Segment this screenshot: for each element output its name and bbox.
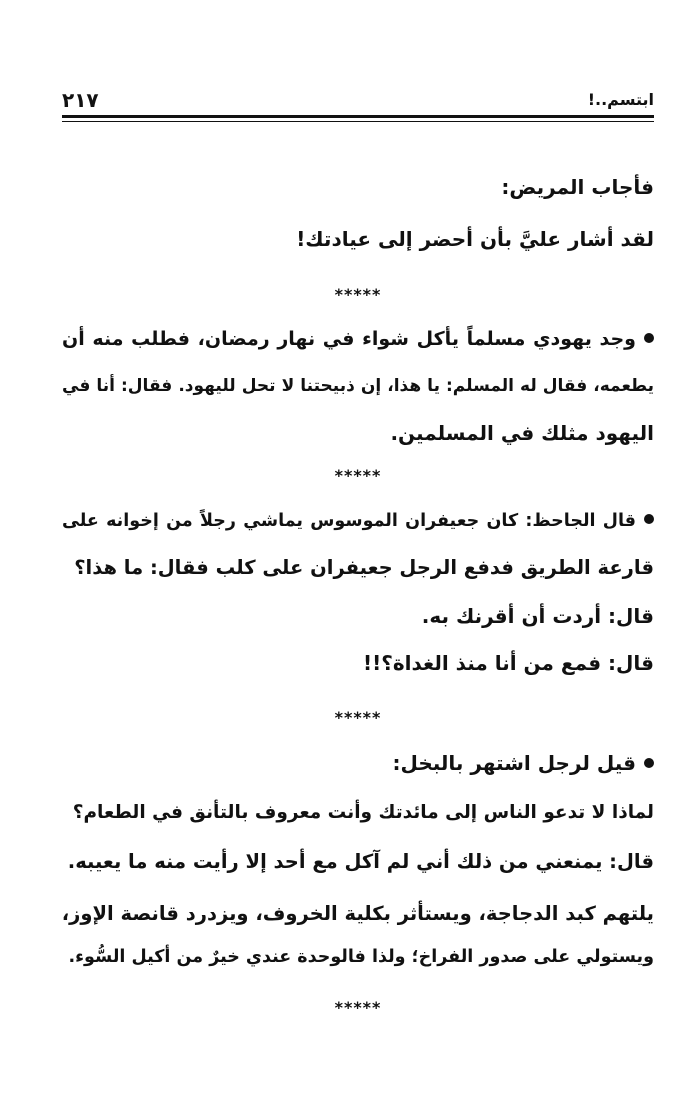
text-line: يلتهم كبد الدجاجة، ويستأثر بكلية الخروف، ويزدرد قانصة الإوز، — [61, 902, 654, 925]
running-title: ابتسم..! — [587, 90, 654, 109]
page-body — [62, 0, 654, 1097]
bullet-icon — [644, 758, 654, 768]
page-number: ٢١٧ — [62, 88, 99, 112]
section-separator: ***** — [334, 285, 382, 304]
text-line: لقد أشار عليَّ بأن أحضر إلى عيادتك! — [296, 227, 654, 251]
text-line: قال: يمنعني من ذلك أني لم آكل مع أحد إلا رأيت منه ما يعيبه. — [67, 850, 654, 873]
text-line: لماذا لا تدعو الناس إلى مائدتك وأنت معروف بالتأنق في الطعام؟ — [72, 802, 654, 823]
paragraph-first-line: قيل لرجل اشتهر بالبخل: — [62, 748, 654, 778]
section-separator: ***** — [334, 998, 382, 1017]
section-separator: ***** — [334, 708, 382, 727]
bullet-icon — [644, 333, 654, 343]
text-line: اليهود مثلك في المسلمين. — [390, 421, 654, 445]
text-line: ويستولي على صدور الفراخ؛ ولذا فالوحدة عندي خيرٌ من أكيل السُّوء. — [68, 947, 654, 967]
text-line: يطعمه، فقال له المسلم: يا هذا، إن ذبيحتنا لا تحل لليهود. فقال: أنا في — [62, 376, 654, 396]
text-line: قال: فمع من أنا منذ الغداة؟!! — [362, 651, 654, 675]
text-line: قال: أردت أن أقرنك به. — [421, 604, 654, 628]
paragraph-first-line: وجد يهودي مسلماً يأكل شواء في نهار رمضان، فطلب منه أن — [62, 324, 654, 354]
text-line: قارعة الطريق فدفع الرجل جعيفران على كلب فقال: ما هذا؟ — [74, 556, 654, 579]
text-line: فأجاب المريض: — [501, 175, 654, 199]
paragraph-first-line: قال الجاحظ: كان جعيفران الموسوس يماشي رجلاً من إخوانه على — [62, 506, 654, 536]
bullet-icon — [644, 514, 654, 524]
section-separator: ***** — [334, 466, 382, 485]
